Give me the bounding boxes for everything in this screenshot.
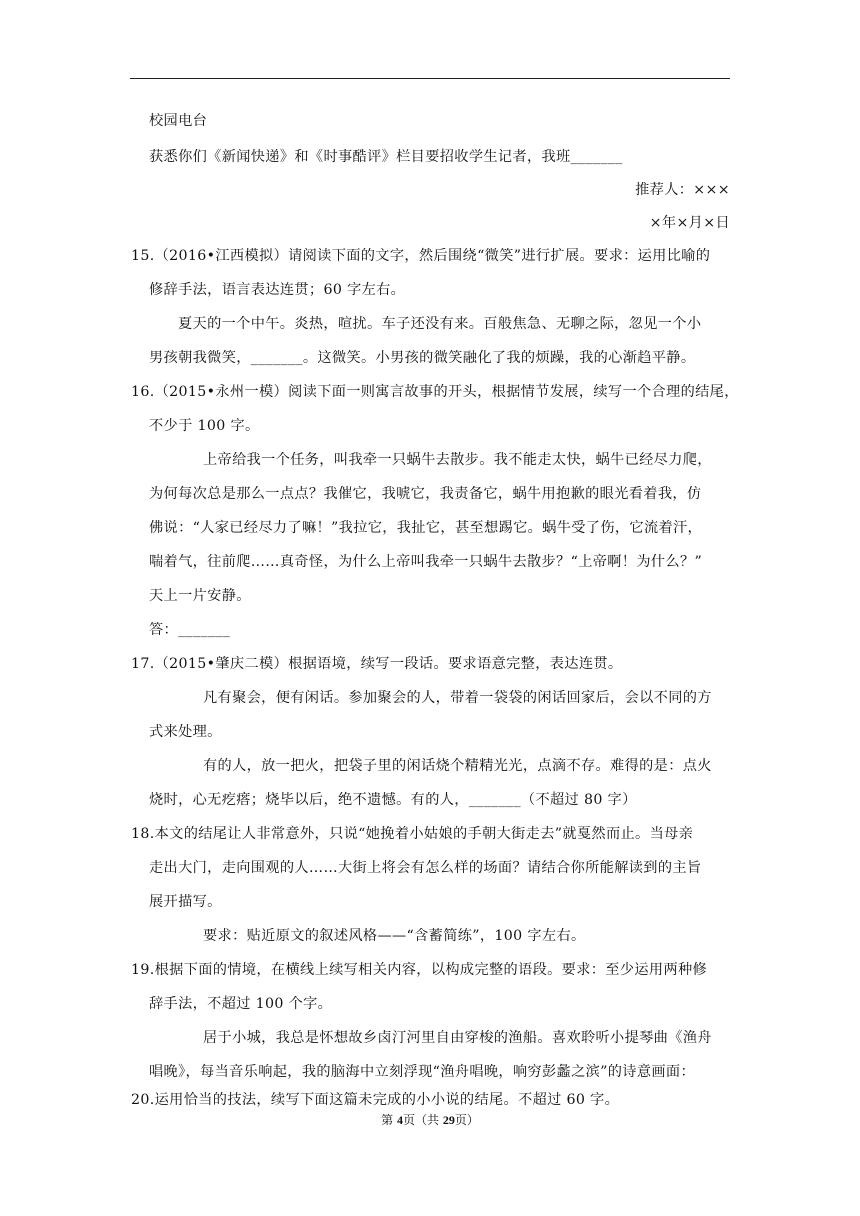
- question-17-passage-line-4: 烧时，心无疙瘩；烧毕以后，绝不遗憾。有的人，_______（不超过 80 字）: [149, 792, 637, 808]
- footer-page-number: 4: [396, 1113, 403, 1127]
- question-text: 本文的结尾让人非常意外，只说“她挽着小姑娘的手朝大街走去”就戛然而止。当母亲: [154, 826, 694, 842]
- footer-total-pages: 29: [442, 1113, 455, 1127]
- question-19-line-2: 辞手法，不超过 100 个字。: [149, 996, 333, 1012]
- question-text: （2015•肇庆二模）根据语境，续写一段话。要求语意完整，表达连贯。: [154, 656, 623, 672]
- question-16-passage-line-3: 佛说：“人家已经尽力了嘛！”我拉它，我扯它，甚至想踢它。蜗牛受了伤，它流着汗，: [149, 520, 703, 536]
- question-16-answer: 答：_______: [149, 622, 231, 638]
- question-number: 18.: [131, 826, 155, 842]
- question-18-line-2: 走出大门，走向围观的人……大街上将会有怎么样的场面？请结合你所能解读到的主旨: [149, 860, 702, 876]
- footer-prefix: 第: [381, 1113, 397, 1127]
- letter-title: 校园电台: [149, 113, 208, 129]
- question-number: 20.: [131, 1092, 155, 1108]
- question-number: 17.: [131, 656, 155, 672]
- question-19-passage-line-2: 唱晚》，每当音乐响起，我的脑海中立刻浮现“渔舟唱晚，响穷彭蠡之滨”的诗意画面：: [149, 1064, 695, 1080]
- question-19-line-1: [131, 960, 707, 980]
- question-19-passage-line-1: 居于小城，我总是怀想故乡卤汀河里自由穿梭的渔船。喜欢聆听小提琴曲《渔舟: [203, 1030, 712, 1046]
- question-17-passage-line-1: 凡有聚会，便有闲话。参加聚会的人，带着一袋袋的闲话回家后，会以不同的方: [203, 690, 712, 706]
- question-number: 19.: [131, 962, 155, 978]
- question-number: 15.: [131, 248, 155, 264]
- footer-middle: 页（共: [402, 1113, 443, 1127]
- question-15-line-1: [131, 246, 710, 266]
- question-15-passage-line-2: 男孩朝我微笑，_______。这微笑。小男孩的微笑融化了我的烦躁，我的心渐趋平静。: [149, 350, 696, 366]
- question-16-line-1: [131, 382, 739, 402]
- question-18-line-3: 展开描写。: [149, 894, 222, 910]
- question-17-line-1: [131, 654, 622, 674]
- question-18-line-1: [131, 824, 693, 844]
- question-16-passage-line-2: 为何每次总是那么一点点？我催它，我唬它，我责备它，蜗牛用抱歉的眼光看着我，仿: [149, 486, 702, 502]
- question-20-line-1: [131, 1090, 619, 1110]
- letter-body: 获悉你们《新闻快递》和《时事酷评》栏目要招收学生记者，我班_______: [149, 149, 623, 165]
- question-text: （2015•永州一模）阅读下面一则寓言故事的开头，根据情节发展，续写一个合理的结尾，: [154, 384, 739, 400]
- question-16-passage-line-1: 上帝给我一个任务，叫我牵一只蜗牛去散步。我不能走太快，蜗牛已经尽力爬，: [203, 452, 712, 468]
- question-18-requirement: 要求：贴近原文的叙述风格——“含蓄简练”，100 字左右。: [203, 928, 586, 944]
- letter-date: ×年×月×日: [649, 215, 730, 231]
- question-17-passage-line-3: 有的人，放一把火，把袋子里的闲话烧个精精光光，点滴不存。难得的是：点火: [203, 758, 712, 774]
- question-number: 16.: [131, 384, 155, 400]
- question-16-line-2: 不少于 100 字。: [149, 418, 260, 434]
- question-16-passage-line-5: 天上一片安静。: [149, 588, 251, 604]
- question-15-passage-line-1: 夏天的一个中午。炎热，喧扰。车子还没有来。百般焦急、无聊之际，忽见一个小: [178, 316, 702, 332]
- question-text: （2016•江西模拟）请阅读下面的文字，然后围绕“微笑”进行扩展。要求：运用比喻的: [154, 248, 711, 264]
- page-footer: [0, 1112, 860, 1128]
- header-rule: [130, 78, 730, 79]
- question-text: 根据下面的情境，在横线上续写相关内容，以构成完整的语段。要求：至少运用两种修: [154, 962, 708, 978]
- question-text: 运用恰当的技法，续写下面这篇未完成的小小说的结尾。不超过 60 字。: [154, 1092, 620, 1108]
- letter-recommender: 推荐人：×××: [635, 182, 730, 198]
- question-17-passage-line-2: 式来处理。: [149, 724, 222, 740]
- footer-suffix: 页）: [454, 1113, 479, 1127]
- question-16-passage-line-4: 喘着气，往前爬……真奇怪，为什么上帝叫我牵一只蜗牛去散步？“上帝啊！为什么？”: [149, 554, 703, 570]
- question-15-line-2: 修辞手法，语言表达连贯；60 字左右。: [149, 282, 406, 298]
